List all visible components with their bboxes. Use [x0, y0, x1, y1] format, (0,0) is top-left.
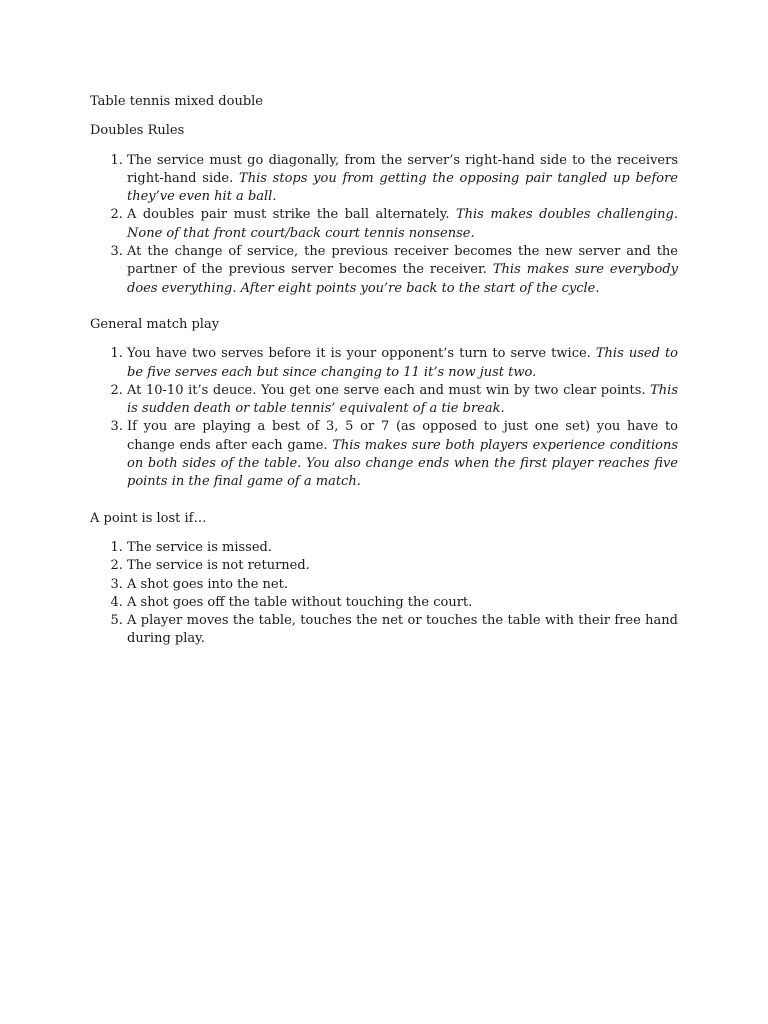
rule-note: This makes sure everybody does everything. After eight points you’re back to the start of the cycle. — [127, 262, 678, 296]
document-title: Table tennis mixed double — [90, 94, 263, 109]
rule-text: A shot goes into the net. — [127, 576, 288, 592]
list-item — [127, 557, 678, 575]
list-item — [127, 152, 678, 207]
rule-text: At 10-10 it’s deuce. You get one serve each and must win by two clear points. — [127, 382, 646, 398]
section-heading-general-match-play: General match play — [90, 316, 220, 332]
list-item — [127, 418, 678, 491]
rule-note: This used to be five serves each but since changing to 11 it’s now just two. — [127, 346, 679, 380]
document-page — [90, 93, 678, 667]
list-item — [127, 382, 678, 419]
rule-text: The service is not returned. — [127, 558, 310, 574]
rule-note: This makes doubles challenging. None of that front court/back court tennis nonsense. — [127, 207, 679, 241]
rule-text: A doubles pair must strike the ball alternately. — [127, 207, 450, 223]
rule-text: A player moves the table, touches the net or touches the table with their free hand during play. — [127, 613, 678, 647]
rule-note: This is sudden death or table tennis’ equivalent of a tie break. — [127, 382, 678, 417]
list-item — [127, 576, 678, 594]
general-match-play-list — [90, 345, 678, 491]
rule-note: This stops you from getting the opposing pair tangled up before they’ve even hit a ball. — [127, 170, 678, 205]
rule-text: You have two serves before it is your opponent’s turn to serve twice. — [127, 346, 591, 362]
rule-text: If you are playing a best of 3, 5 or 7 (as opposed to just one set) you have to change ends after each game. — [127, 419, 678, 453]
rule-note: This makes sure both players experience conditions on both sides of the table. You also change ends when the first player reaches five points in the final game of a match. — [127, 437, 678, 490]
section-heading-point-lost: A point is lost if… — [90, 510, 207, 526]
section-heading-doubles-rules: Doubles Rules — [90, 123, 185, 139]
rule-text: At the change of service, the previous receiver becomes the new server and the partner of the previous server becomes the receiver. — [127, 244, 678, 278]
list-item — [127, 206, 678, 243]
list-item — [127, 612, 678, 649]
list-item — [127, 345, 678, 382]
point-lost-list — [90, 539, 678, 649]
rule-text: The service is missed. — [127, 539, 272, 555]
list-item — [127, 243, 678, 298]
rule-text: The service must go diagonally, from the server’s right-hand side to the receivers right-hand side. — [127, 152, 678, 186]
list-item — [127, 539, 678, 557]
list-item — [127, 594, 678, 612]
doubles-rules-list — [90, 152, 678, 298]
rule-text: A shot goes off the table without touching the court. — [127, 594, 473, 610]
